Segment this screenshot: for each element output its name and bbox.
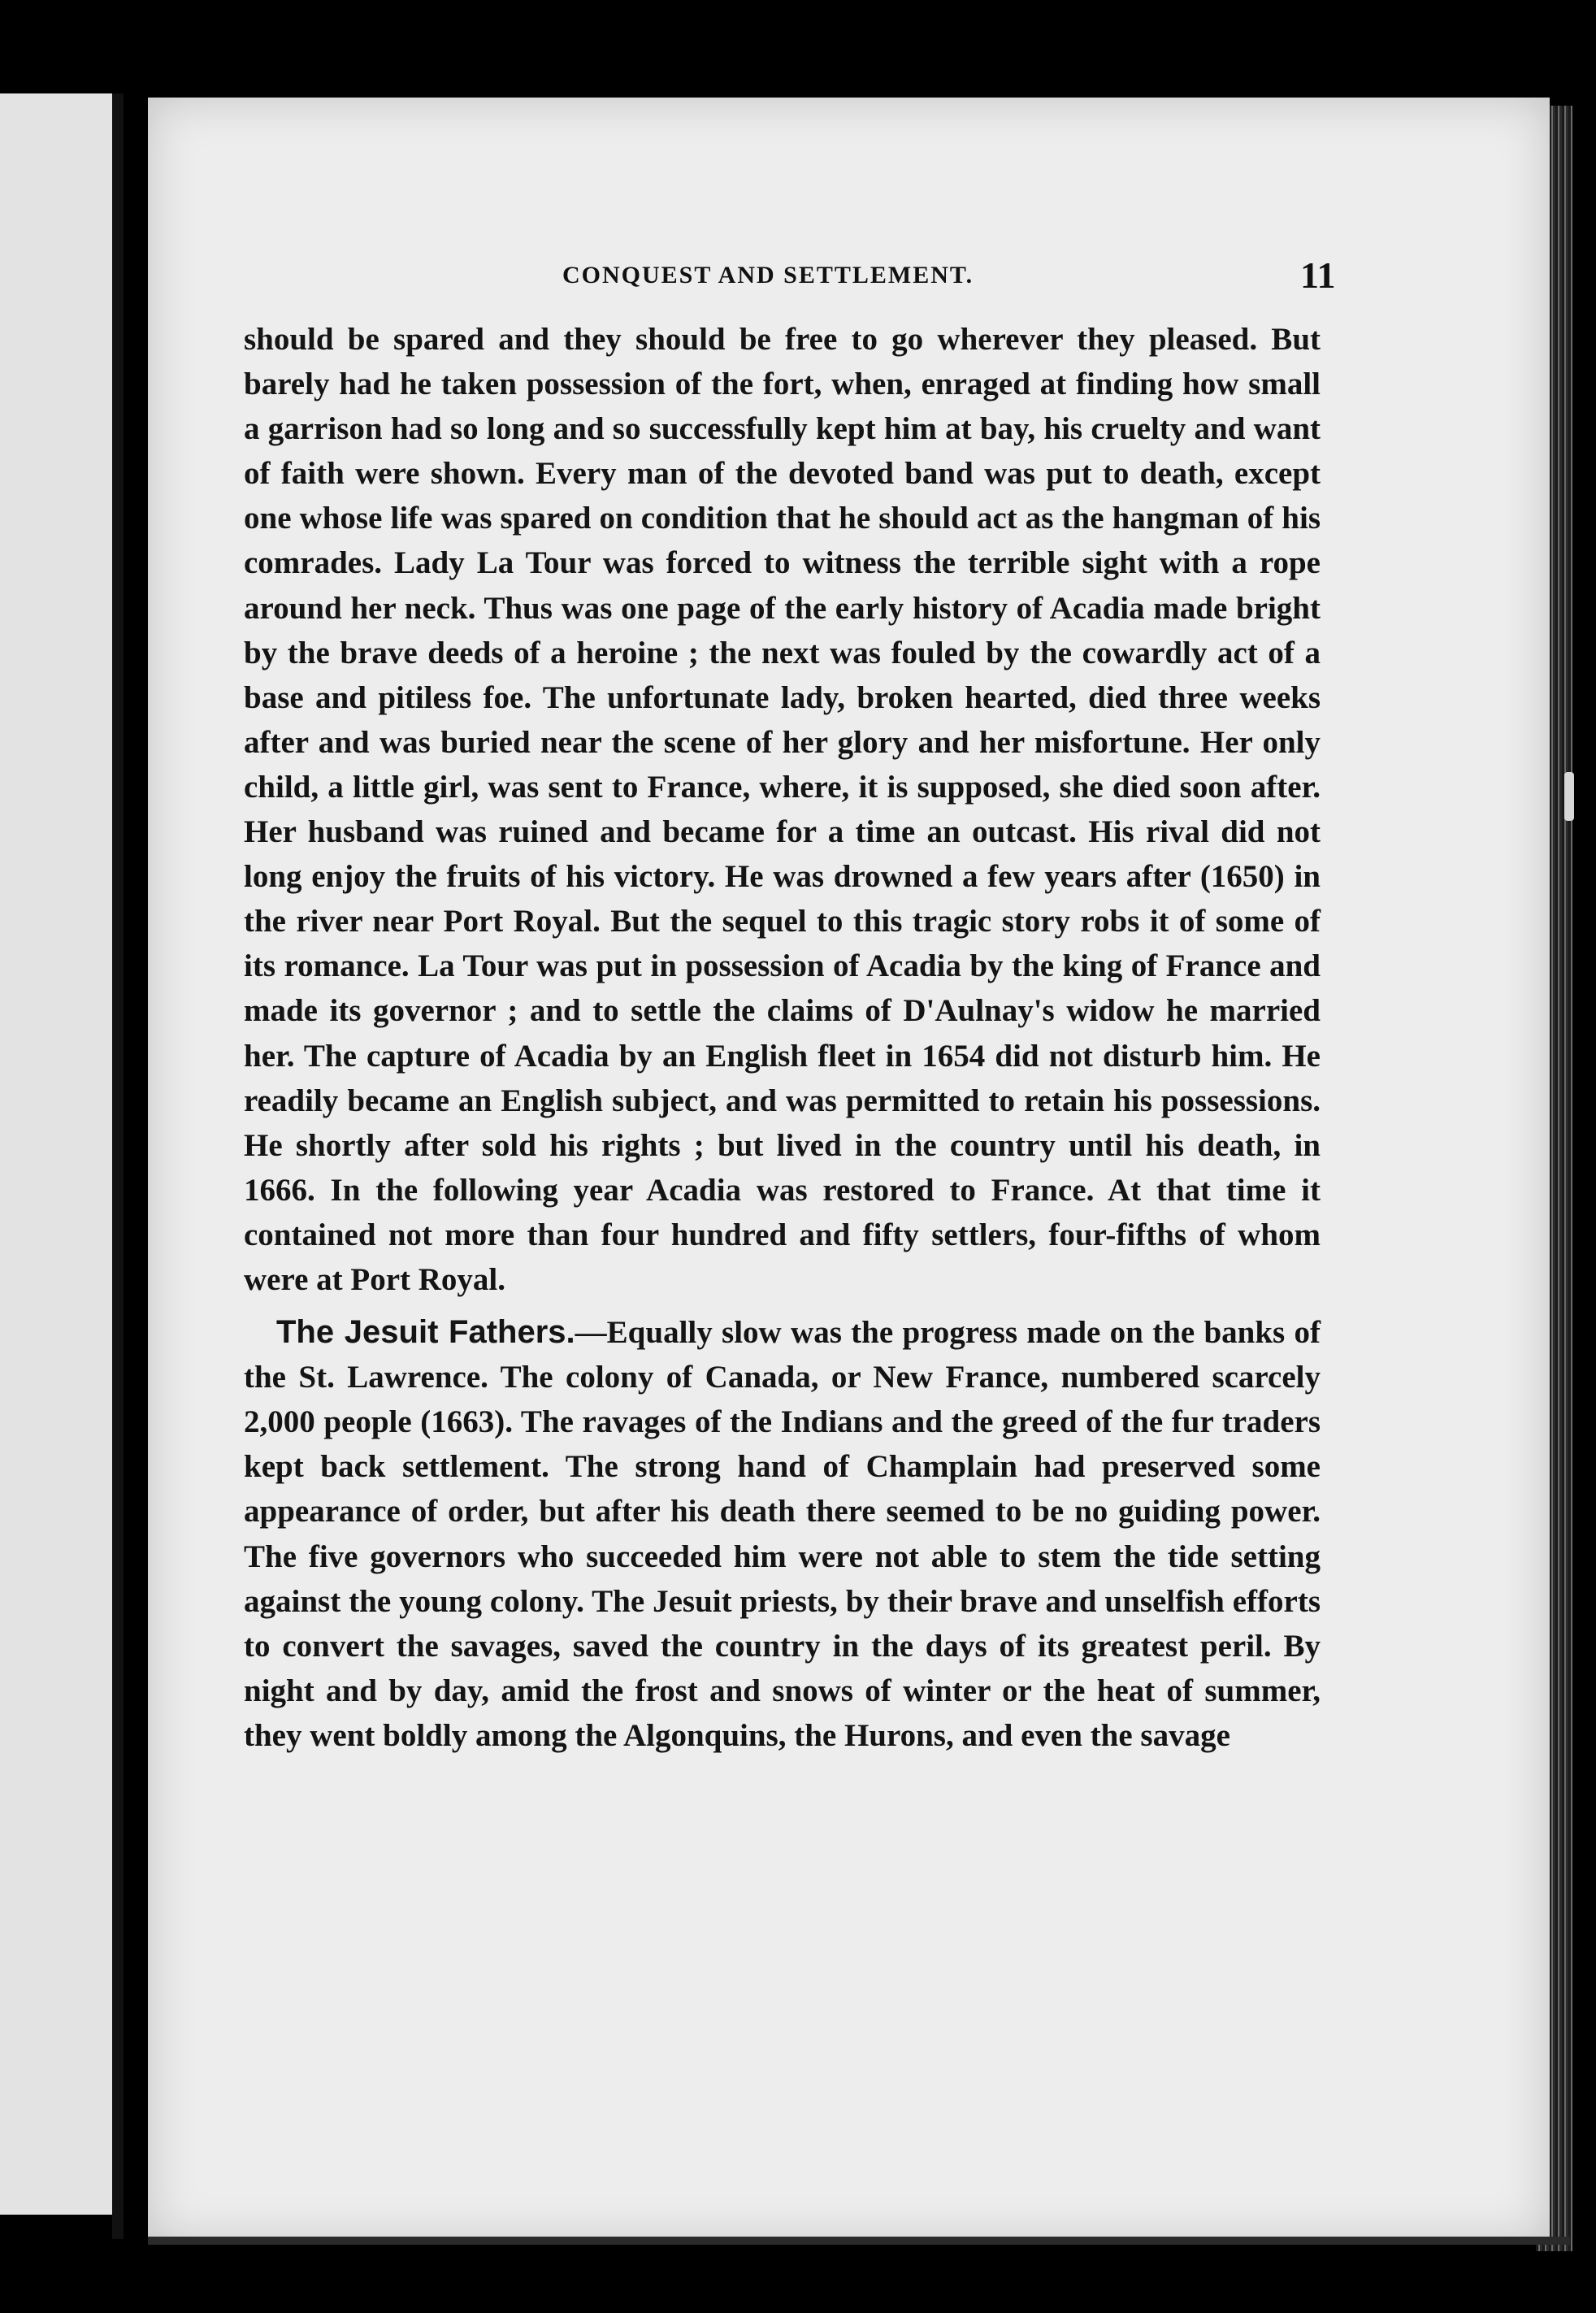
section-sidehead: The Jesuit Fathers. (276, 1314, 575, 1351)
book-gutter (112, 93, 124, 2239)
paragraph-la-tour: should be spared and they should be free to go wherever they pleased. But barely had he taken possession of the fort, when, enraged at finding how small a garrison had so long and so successfully kept him at bay, his cruelty and want of faith were shown. Every man of the devoted band was put to death, except one whose life was spared on condition that he should act as the hangman of his comrades. Lady La Tour was forced to witness the terrible sight with a rope around her neck. Thus was one page of the early history of Acadia made bright by the brave deeds of a heroine ; the next was fouled by the cowardly act of a base and pitiless foe. The unfortunate lady, broken hearted, died three weeks after and was buried near the scene of her glory and her misfortune. Her only child, a little girl, was sent to France, where, it is supposed, she died soon after. Her husband was ruined and became for a time an outcast. His rival did not long enjoy the fruits of his victory. He was drowned a few years after (1650) in the river near Port Royal. But the sequel to this tragic story robs it of some of its romance. La Tour was put in possession of Acadia by the king of France and made its governor ; and to settle the claims of D'Aulnay's widow he married her. The capture of Acadia by an English fleet in 1654 did not disturb him. He readily became an English subject, and was permitted to retain his possessions. He shortly after sold his rights ; but lived in the country until his death, in 1666. In the following year Acadia was restored to France. At that time it contained not more than four hundred and fifty settlers, four-fifths of whom were at Port Royal. (244, 322, 1321, 1297)
running-head: CONQUEST AND SETTLEMENT. (562, 262, 974, 289)
body-text (244, 317, 1321, 1758)
left-page-margin (0, 93, 114, 2215)
paragraph-jesuit-fathers (244, 1310, 1321, 1758)
page-number: 11 (1300, 254, 1336, 296)
paragraph-jesuit-fathers-text: —Equally slow was the progress made on the banks of the St. Lawrence. The colony of Canada, or New France, numbered scarcely 2,000 people (1663). The ravages of the Indians and the greed of the fur traders kept back settlement. The strong hand of Champlain had preserved some appearance of order, but after his death there seemed to be no guiding power. The five governors who succeeded him were not able to stem the tide setting against the young colony. The Jesuit priests, by their brave and unselfish efforts to convert the savages, saved the country in the days of its greatest peril. By night and by day, amid the frost and snows of winter or the heat of summer, they went boldly among the Algonquins, the Hurons, and even the savage (244, 1315, 1321, 1753)
book-page (148, 98, 1550, 2243)
page-edge-mark (1564, 772, 1574, 821)
page-bottom-edge (148, 2237, 1570, 2245)
page-header (148, 252, 1550, 301)
